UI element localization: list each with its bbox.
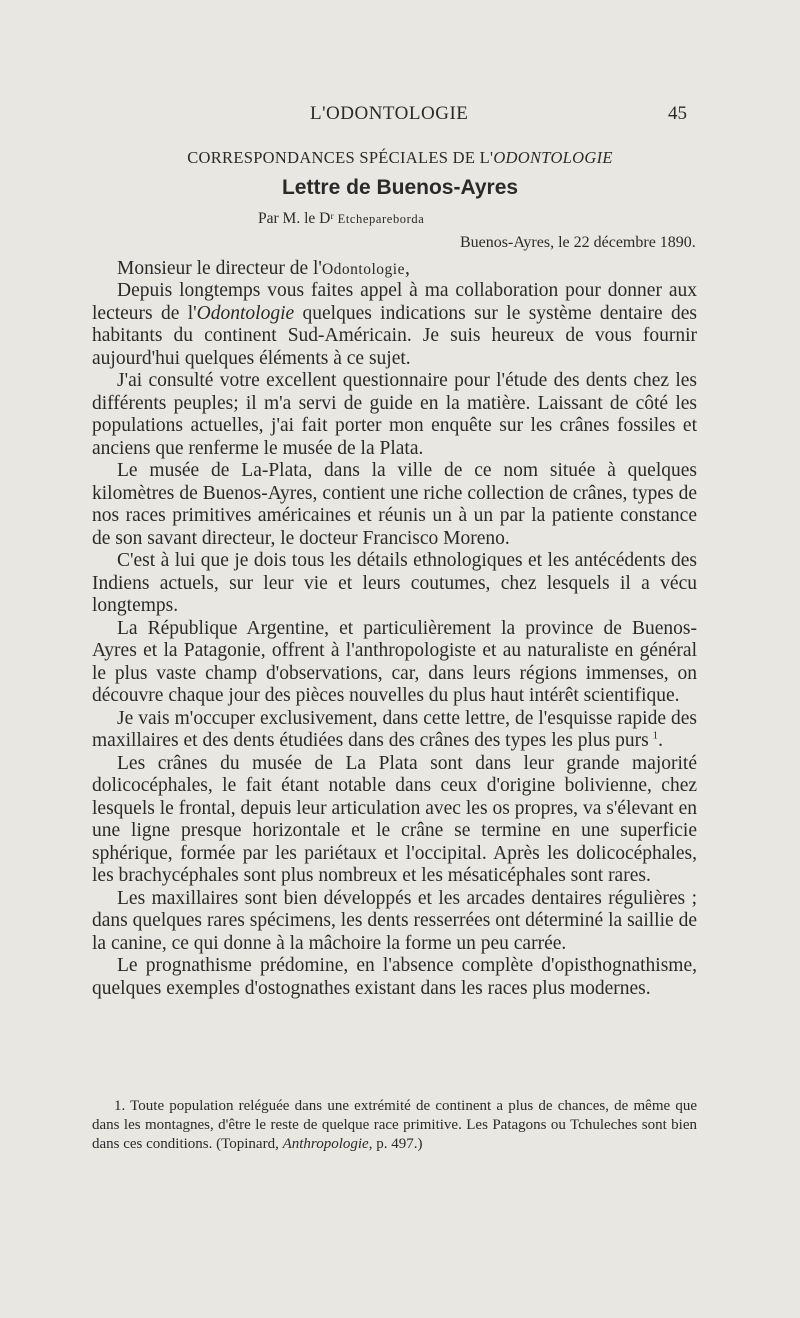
paragraph-3: Le musée de La-Plata, dans la ville de ce nom située à quelques kilomètres de Buenos-Ayres, contient une riche collection de crânes, types de nos races primitives américaines et réunis un à un par la patiente constance de son savant directeur, le docteur Francisco Moreno. bbox=[92, 460, 697, 549]
page-header bbox=[0, 103, 800, 133]
paragraph-7: Les crânes du musée de La Plata sont dans leur grande majorité dolicocéphales, le fait étant notable dans ceux d'origine bolivienne, chez lesquels le frontal, depuis leur articulation avec les os propres, va s'élevant en une ligne presque horizontale et le crâne se termine en une superficie sphérique, formée par les pariétaux et l'occipital. Après les dolicocéphales, les brachycéphales sont plus nombreux et les mésaticéphales sont rares. bbox=[92, 752, 697, 886]
salutation bbox=[117, 258, 410, 280]
salutation-prefix: Monsieur le directeur de l' bbox=[117, 258, 322, 279]
paragraph-5: La République Argentine, et particulièrement la province de Buenos-Ayres et la Patagonie, offrent à l'anthropologiste et au naturaliste en général le plus vaste champ d'observations, car, dans leurs régions immenses, on découvre chaque jour des pièces nouvelles du plus haut intérêt scientifique. bbox=[92, 617, 697, 706]
footnote-end: , p. 497.) bbox=[368, 1136, 423, 1152]
paragraph-4: C'est à lui que je dois tous les détails ethnologiques et les antécédents des Indiens actuels, sur leur vie et leurs coutumes, chez lesquels il a vécu longtemps. bbox=[92, 550, 697, 616]
footnote-text bbox=[92, 1097, 697, 1154]
footnote-work: Anthropologie bbox=[282, 1136, 369, 1152]
paragraph-1-end: quelques indications sur le système dentaire des habitants du continent Sud-Américain. Je suis heureux de vous fournir aujourd'hui quelques éléments à ce sujet. bbox=[92, 302, 697, 369]
paragraph-1-journal: Odontologie bbox=[196, 302, 295, 324]
footnote bbox=[92, 1097, 697, 1154]
running-title: L'ODONTOLOGIE bbox=[310, 103, 469, 124]
dateline: Buenos-Ayres, le 22 décembre 1890. bbox=[460, 234, 696, 251]
paragraph-2: J'ai consulté votre excellent questionnaire pour l'étude des dents chez les différents peuples; il m'a servi de guide en la matière. Laissant de côté les populations actuelles, j'ai fait porter mon enquête sur les crânes fossiles et anciens que renferme le musée de la Plata. bbox=[92, 370, 697, 459]
letter-body bbox=[92, 280, 697, 1000]
salutation-suffix: , bbox=[404, 258, 410, 279]
paragraph-8: Les maxillaires sont bien développés et les arcades dentaires régulières ; dans quelques rares spécimens, les dents resserrées ont déterminé la saillie de la canine, ce qui donne à la mâchoire la forme un peu carrée. bbox=[92, 887, 697, 954]
section-title bbox=[0, 148, 800, 168]
paragraph-6-text: Je vais m'occuper exclusivement, dans cette lettre, de l'esquisse rapide des maxillaires et des dents étudiées dans des crânes des types les plus purs bbox=[92, 707, 697, 751]
footnote-body: 1. Toute population reléguée dans une extrémité de continent a plus de chances, de même que dans les montagnes, d'être le reste de quelque race primitive. Les Patagons ou Tchuleches sont bien dans ces conditions. (Topinard, bbox=[92, 1098, 697, 1152]
section-title-text: CORRESPONDANCES SPÉCIALES DE L' bbox=[187, 148, 494, 167]
paragraph-9: Le prognathisme prédomine, en l'absence complète d'opisthognathisme, quelques exemples d'ostognathes existant dans les races plus modernes. bbox=[92, 955, 697, 999]
footnote-marker: 1 bbox=[652, 729, 659, 742]
paragraph-1 bbox=[92, 280, 697, 370]
paragraph-6 bbox=[92, 708, 697, 753]
paragraph-1-start: Depuis longtemps vous faites appel à ma collaboration pour donner aux lecteurs de l' bbox=[92, 280, 697, 324]
section-title-journal: ODONTOLOGIE bbox=[493, 148, 613, 167]
author-prefix: Par M. le Dʳ bbox=[258, 210, 338, 227]
salutation-journal: Odontologie bbox=[321, 261, 405, 278]
page-number: 45 bbox=[668, 103, 687, 124]
author-name: Etcheparebord​a bbox=[337, 212, 425, 226]
author-line bbox=[258, 210, 424, 228]
letter-title: Lettre de Buenos-Ayres bbox=[281, 176, 519, 199]
paragraph-6-end: . bbox=[658, 730, 663, 751]
